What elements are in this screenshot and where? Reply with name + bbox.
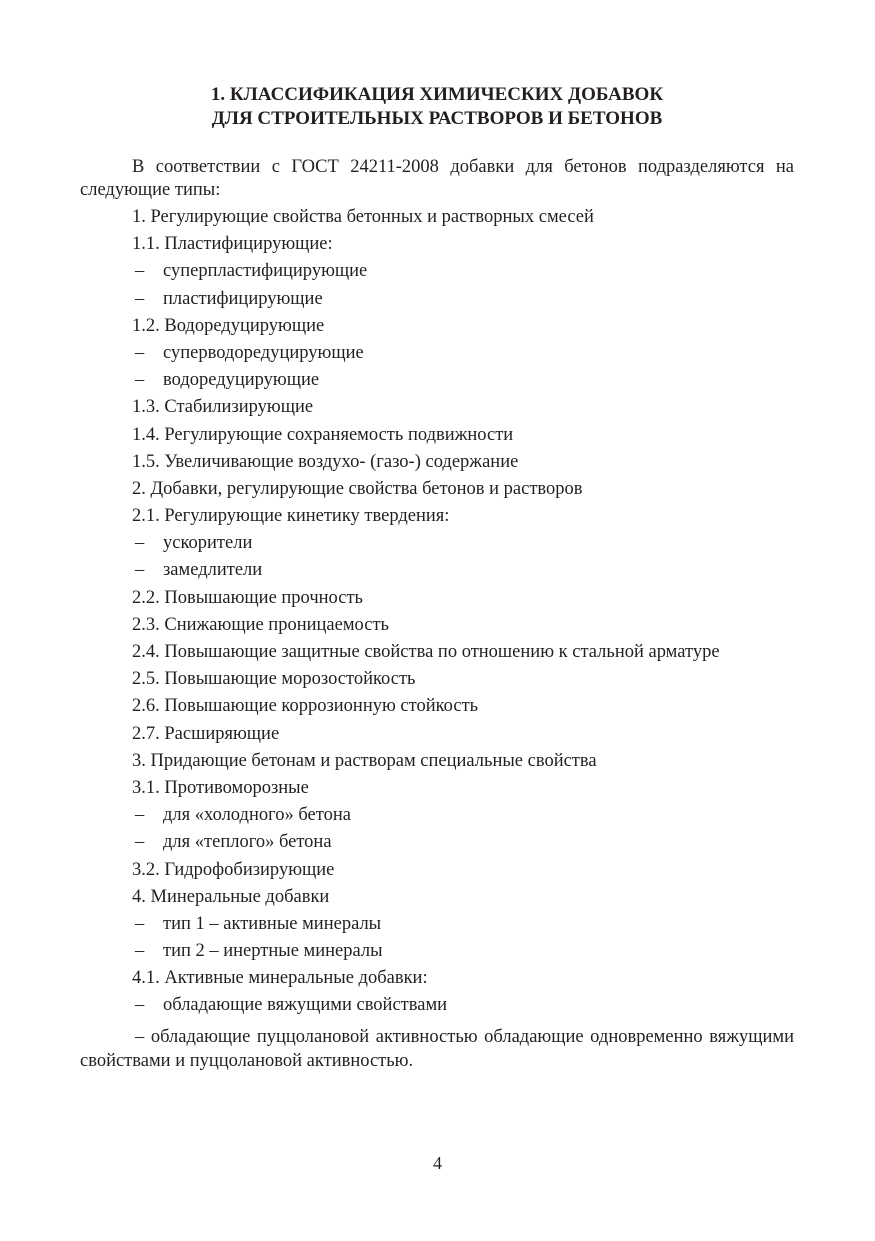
list-item bbox=[80, 231, 794, 258]
list-item-text: 2. Добавки, регулирующие свойства бетонов и растворов bbox=[132, 478, 583, 499]
dash-marker: – bbox=[135, 560, 145, 581]
dash-marker: – bbox=[135, 832, 145, 853]
dash-marker: – bbox=[135, 261, 145, 282]
dash-marker: – bbox=[135, 533, 145, 554]
list-item bbox=[80, 693, 794, 720]
list-item-text: 2.7. Расширяющие bbox=[132, 723, 280, 744]
list-item-text: 1.4. Регулирующие сохраняемость подвижности bbox=[132, 424, 514, 445]
list-item bbox=[80, 857, 794, 884]
list-item bbox=[80, 585, 794, 612]
list-item-text: 2.2. Повышающие прочность bbox=[132, 587, 363, 608]
list-item-text: 2.1. Регулирующие кинетику твердения: bbox=[132, 506, 450, 527]
classification-list bbox=[80, 204, 794, 1020]
list-item-text: обладающие вяжущими свойствами bbox=[163, 995, 448, 1016]
list-item bbox=[80, 286, 794, 313]
list-item bbox=[80, 422, 794, 449]
dash-marker: – bbox=[135, 342, 145, 363]
list-item-text: 2.5. Повышающие морозостойкость bbox=[132, 669, 416, 690]
list-item bbox=[80, 204, 794, 231]
list-item-text: 1.1. Пластифицирующие: bbox=[132, 234, 333, 255]
list-item-text: 4. Минеральные добавки bbox=[132, 886, 330, 907]
dash-marker: – bbox=[135, 805, 145, 826]
list-item-text: 1.3. Стабилизирующие bbox=[132, 397, 314, 418]
list-item bbox=[80, 258, 794, 285]
list-item-text: 2.6. Повышающие коррозионную стойкость bbox=[132, 696, 479, 717]
list-item-text: суперпластифицирующие bbox=[163, 261, 368, 282]
list-item-text: 3. Придающие бетонам и растворам специальные свойства bbox=[132, 750, 597, 771]
dash-marker: – bbox=[135, 370, 145, 391]
list-item bbox=[80, 938, 794, 965]
list-item bbox=[80, 612, 794, 639]
list-item-text: для «теплого» бетона bbox=[163, 832, 332, 853]
list-item-text: ускорители bbox=[163, 533, 253, 554]
dash-marker: – bbox=[135, 913, 145, 934]
list-item-text: 3.1. Противоморозные bbox=[132, 777, 309, 798]
list-item bbox=[80, 530, 794, 557]
list-item-text: для «холодного» бетона bbox=[163, 805, 351, 826]
list-item-text: 1.2. Водоредуцирующие bbox=[132, 315, 325, 336]
list-item-text: 4.1. Активные минеральные добавки: bbox=[132, 968, 428, 989]
list-item bbox=[80, 666, 794, 693]
intro-paragraph: В соответствии с ГОСТ 24211-2008 добавки для бетонов подразделяются на следующие типы: bbox=[80, 157, 794, 200]
list-item-text: тип 1 – активные минералы bbox=[163, 913, 382, 934]
list-item-text: тип 2 – инертные минералы bbox=[163, 941, 383, 962]
list-item-text: 2.3. Снижающие проницаемость bbox=[132, 614, 389, 635]
dash-marker: – bbox=[135, 941, 145, 962]
final-paragraph: – обладающие пуццолановой активностью обладающие одновременно вяжущими свойствами и пуццолановой активностью. bbox=[80, 1027, 794, 1071]
list-item bbox=[80, 884, 794, 911]
dash-marker: – bbox=[135, 995, 145, 1016]
list-item bbox=[80, 503, 794, 530]
page-number: 4 bbox=[433, 1153, 442, 1173]
list-item-text: суперводоредуцирующие bbox=[163, 342, 364, 363]
list-item-text: 1.5. Увеличивающие воздухо- (газо-) содержание bbox=[132, 451, 519, 472]
list-item bbox=[80, 557, 794, 584]
list-item bbox=[80, 367, 794, 394]
list-item-text: замедлители bbox=[163, 560, 263, 581]
list-item bbox=[80, 992, 794, 1019]
list-item bbox=[80, 476, 794, 503]
list-item-text: 2.4. Повышающие защитные свойства по отношению к стальной арматуре bbox=[132, 642, 720, 662]
section-title-line-2: ДЛЯ СТРОИТЕЛЬНЫХ РАСТВОРОВ И БЕТОНОВ bbox=[211, 108, 663, 129]
list-item bbox=[80, 748, 794, 775]
list-item bbox=[80, 394, 794, 421]
list-item bbox=[80, 313, 794, 340]
list-item-text: 1. Регулирующие свойства бетонных и растворных смесей bbox=[132, 207, 594, 227]
section-title-line-1: 1. КЛАССИФИКАЦИЯ ХИМИЧЕСКИХ ДОБАВОК bbox=[210, 84, 664, 105]
list-item-text: 3.2. Гидрофобизирующие bbox=[132, 859, 335, 880]
list-item bbox=[80, 965, 794, 992]
list-item bbox=[80, 802, 794, 829]
list-item bbox=[80, 340, 794, 367]
list-item bbox=[80, 911, 794, 938]
list-item bbox=[80, 829, 794, 856]
list-item bbox=[80, 449, 794, 476]
section-title bbox=[80, 83, 794, 131]
list-item bbox=[80, 775, 794, 802]
list-item bbox=[80, 639, 794, 666]
list-item-text: водоредуцирующие bbox=[163, 370, 320, 391]
list-item bbox=[80, 721, 794, 748]
dash-marker: – bbox=[135, 288, 145, 309]
list-item-text: пластифицирующие bbox=[163, 288, 323, 309]
